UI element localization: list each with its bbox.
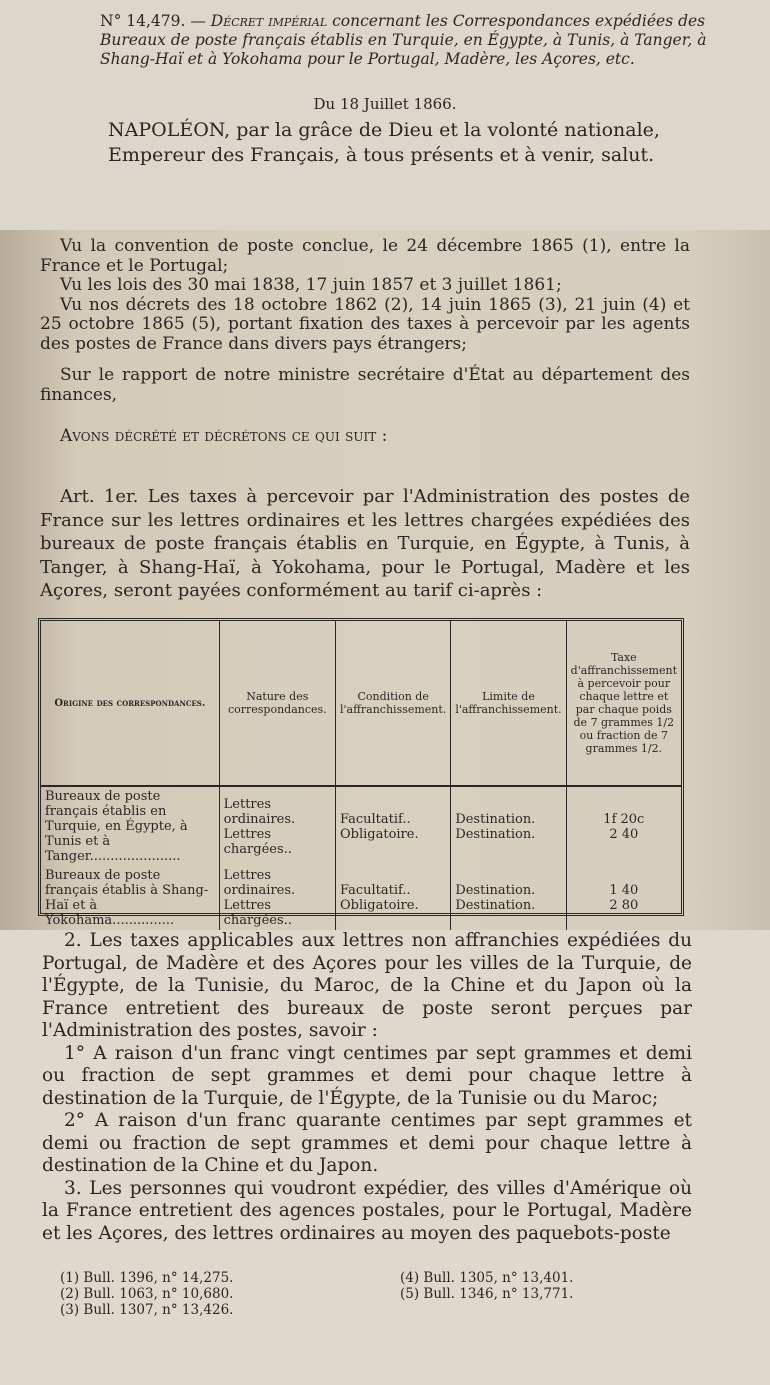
taxe-value: 2 40 <box>609 826 639 842</box>
condition-cell <box>335 786 450 866</box>
taxe-value: 1 40 <box>609 883 639 898</box>
limite-value: Destination. <box>455 811 536 827</box>
article-2-intro: 2. Les taxes applicables aux lettres non affranchies expédiées du Portugal, de Madère et des Açores pour les villes de la Turquie, de l'Égypte, de la Tunisie, du Maroc, de la Chine et du Japon où la France entretient des bureaux de poste seront perçues par l'Administration des postes, savoir : <box>42 930 692 1041</box>
condition-value: Facultatif.. <box>339 811 411 827</box>
nature-cell <box>219 866 335 930</box>
nature-value: Lettres ordinaires. <box>223 868 296 898</box>
article-1 <box>40 485 690 603</box>
decree-number: N° 14,479. <box>100 12 186 30</box>
napoleon-preamble: NAPOLÉON, par la grâce de Dieu et la volonté nationale, Empereur des Français, à tous présents et à venir, salut. <box>108 119 660 166</box>
preamble-block <box>40 237 690 447</box>
decree-title: concernant les Correspondances expédiées des Bureaux de poste français établis en Turquie, en Égypte, à Tunis, à Tanger, à Shang-Haï et à Yokohama pour le Portugal, Madère, les Açores, etc. <box>100 12 707 68</box>
limite-cell <box>451 786 566 866</box>
nature-value: Lettres chargées.. <box>223 826 292 857</box>
article-3-text: 3. Les personnes qui voudront expédier, des villes d'Amérique où la France entretient des agences postales, pour le Portugal, Madère et les Açores, des lettres ordinaires au moyen des paquebots-poste <box>42 1177 692 1244</box>
vu-decrets: Vu nos décrets des 18 octobre 1862 (2), 14 juin 1865 (3), 21 juin (4) et 25 octobre 1865 (5), portant fixation des taxes à percevoir par les agents des postes de France dans divers pays étrangers; <box>40 294 690 354</box>
condition-value: Facultatif.. <box>339 883 411 898</box>
condition-value: Obligatoire. <box>339 826 419 842</box>
article-2-item-1: 1° A raison d'un franc vingt centimes par sept grammes et demi ou fraction de sept grammes et demi pour chaque lettre à destination de la Turquie, de l'Égypte, de la Tunisie ou du Maroc; <box>42 1042 692 1109</box>
taxe-cell <box>566 786 681 866</box>
decree-header <box>100 12 760 69</box>
sur-le-rapport: Sur le rapport de notre ministre secrétaire d'État au département des finances, <box>40 365 690 405</box>
tariff-table <box>38 618 684 928</box>
vu-convention: Vu la convention de poste conclue, le 24 décembre 1865 (1), entre la France et le Portugal; <box>40 236 690 276</box>
limite-value: Destination. <box>455 883 536 898</box>
vu-lois: Vu les lois des 30 mai 1838, 17 juin 1857 et 3 juillet 1861; <box>60 275 562 295</box>
limite-value: Destination. <box>455 826 536 842</box>
origin-cell: Bureaux de poste français établis à Shang-Haï et à Yokohama............... <box>45 868 209 928</box>
footnote: (1) Bull. 1396, n° 14,275. <box>60 1270 234 1286</box>
article-2-item-2: 2° A raison d'un franc quarante centimes par sept grammes et demi ou fraction de sept grammes et demi pour chaque lettre à destination de la Chine et du Japon. <box>42 1110 692 1176</box>
condition-value: Obligatoire. <box>339 898 419 913</box>
footnotes <box>60 1270 700 1318</box>
nature-value: Lettres chargées.. <box>223 898 292 928</box>
header-origin: Origine des correspondances. <box>41 621 219 786</box>
articles-2-3 <box>42 930 692 1245</box>
header-nature: Nature des correspondances. <box>219 621 335 786</box>
footnote: (2) Bull. 1063, n° 10,680. <box>60 1286 234 1302</box>
taxe-cell <box>566 866 681 930</box>
decree-title-prefix: — Décret impérial <box>190 12 328 30</box>
article-1-text: Art. 1er. Les taxes à percevoir par l'Administration des postes de France sur les lettres ordinaires et les lettres chargées expédiées des bureaux de poste français établis en Turquie, en Égypte, à Tunis, à Tanger, à Shang-Haï, à Yokohama, pour le Portugal, Madère et les Açores, seront payées conformément au tarif ci-après : <box>40 486 690 601</box>
footnote: (4) Bull. 1305, n° 13,401. <box>400 1270 574 1286</box>
limite-value: Destination. <box>455 898 536 913</box>
taxe-value: 1f 20c <box>603 811 645 827</box>
avons-decrete: Avons décrété et décrétons ce qui suit : <box>60 426 388 446</box>
taxe-value: 2 80 <box>609 898 639 913</box>
header-condition: Condition de l'affranchissement. <box>335 621 450 786</box>
condition-cell <box>335 866 450 930</box>
header-taxe: Taxe d'affranchissement à percevoir pour chaque lettre et par chaque poids de 7 grammes 1/2 ou fraction de 7 grammes 1/2. <box>566 621 681 786</box>
footnote: (3) Bull. 1307, n° 13,426. <box>60 1302 234 1318</box>
origin-cell: Bureaux de poste français établis en Turquie, en Égypte, à Tunis et à Tanger...................... <box>45 789 188 864</box>
table-row <box>41 866 681 930</box>
nature-value: Lettres ordinaires. <box>223 796 296 827</box>
nature-cell <box>219 786 335 866</box>
header-limite: Limite de l'affranchissement. <box>451 621 566 786</box>
footnote: (5) Bull. 1346, n° 13,771. <box>400 1286 574 1302</box>
decree-date: Du 18 Juillet 1866. <box>313 95 457 113</box>
limite-cell <box>451 866 566 930</box>
table-row <box>41 786 681 866</box>
